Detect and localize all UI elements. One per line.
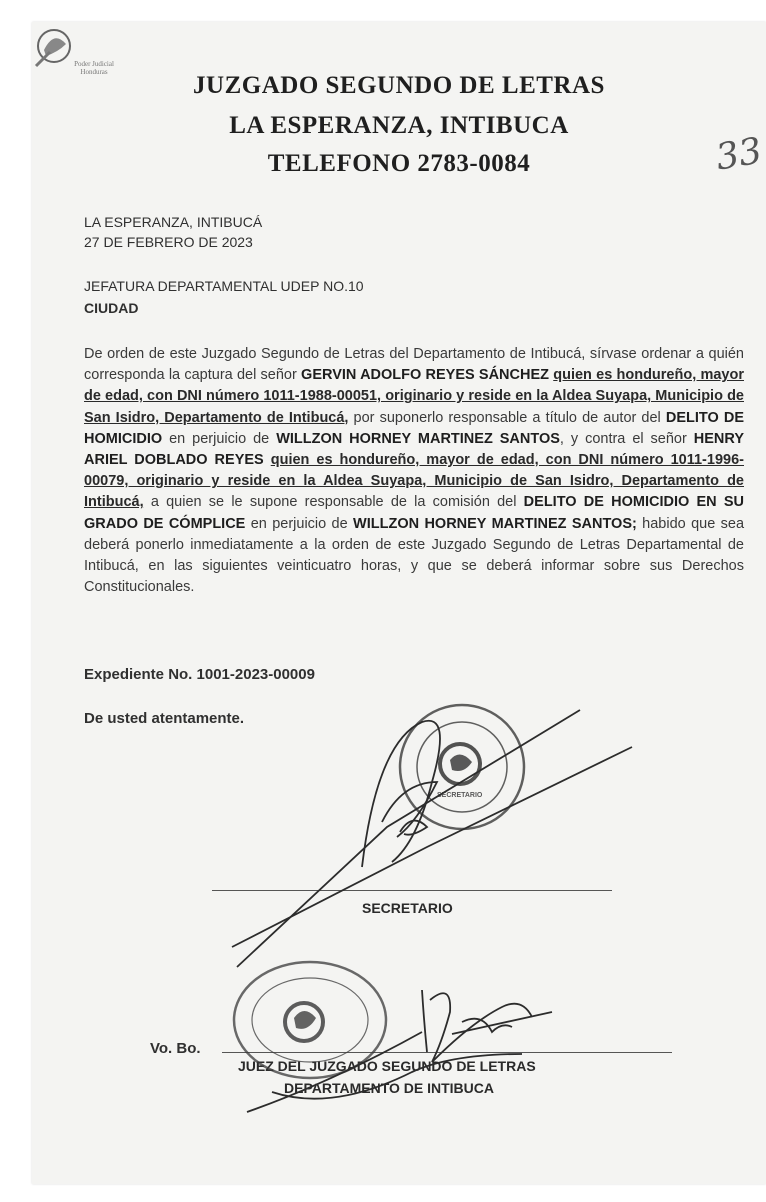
accused-details-1: quien es hondureño, mayor de edad, con DNI número 1011-1988-00051, originario y reside en la Aldea Suyapa, Municipio de San Isidro, Departamento de Intibucá, xyxy=(84,367,744,426)
body-text: en perjuicio de xyxy=(162,430,277,447)
document-page xyxy=(32,22,766,1184)
accused-name-1: GERVIN ADOLFO REYES SÁNCHEZ xyxy=(301,367,549,384)
judge-department: DEPARTAMENTO DE INTIBUCA xyxy=(284,1080,494,1096)
case-number: Expediente No. 1001-2023-00009 xyxy=(84,666,315,683)
court-stamp-judge xyxy=(234,962,386,1078)
body-text: a quien se le supone responsable de la comisión del xyxy=(143,494,524,511)
court-location: LA ESPERANZA, INTIBUCA xyxy=(229,112,569,139)
place: LA ESPERANZA, INTIBUCÁ xyxy=(84,214,263,230)
crime-1: DELITO DE HOMICIDIO xyxy=(84,409,744,447)
court-phone: TELEFONO 2783-0084 xyxy=(267,150,531,177)
crime-2: DELITO DE HOMICIDIO EN SU GRADO DE CÓMPLICE xyxy=(84,494,744,532)
recipient-line2: CIUDAD xyxy=(84,300,139,316)
secretary-title: SECRETARIO xyxy=(362,900,453,916)
body-text: habido que sea deberá ponerlo inmediatamente a la orden de este Juzgado Segundo de Letras Departamental de Intibucá, en las siguientes veinticuatro horas, y que se deberá informar sobre sus Derechos Constitucionales. xyxy=(84,515,745,596)
victim-name-2: WILLZON HORNEY MARTINEZ SANTOS; xyxy=(353,515,637,532)
accused-name-2: HENRY ARIEL DOBLADO REYES xyxy=(84,430,745,469)
closing: De usted atentamente. xyxy=(84,710,245,727)
svg-text:SECRETARIO: SECRETARIO xyxy=(437,792,483,799)
handwritten-page-number: 33 xyxy=(712,130,766,179)
victim-name-1: WILLZON HORNEY MARTINEZ SANTOS xyxy=(276,430,560,447)
body-text: De orden de este Juzgado Segundo de Letras del Departamento de Intibucá, sírvase ordenar a quién corresponda la captura del señor xyxy=(84,346,744,384)
judge-title: JUEZ DEL JUZGADO SEGUNDO DE LETRAS xyxy=(238,1058,536,1074)
recipient-line1: JEFATURA DEPARTAMENTAL UDEP NO.10 xyxy=(84,278,364,294)
accused-details-2: quien es hondureño, mayor de edad, con DNI número 1011-1996-00079, originario y reside en la Aldea Suyapa, Municipio de San Isidro, Departamento de Intibucá, xyxy=(84,452,744,511)
stamps-and-signatures xyxy=(32,22,766,1184)
vobo-label: Vo. Bo. xyxy=(150,1040,201,1057)
date: 27 DE FEBRERO DE 2023 xyxy=(84,234,253,250)
body-text: , y contra el señor xyxy=(559,430,694,447)
logo-caption: Poder Judicial Honduras xyxy=(74,60,114,76)
body-text: por suponerlo responsable a título de autor del xyxy=(348,409,666,426)
body-text: en perjuicio de xyxy=(245,515,354,532)
court-name: JUZGADO SEGUNDO DE LETRAS xyxy=(193,72,605,99)
secretary-signature xyxy=(232,710,632,967)
